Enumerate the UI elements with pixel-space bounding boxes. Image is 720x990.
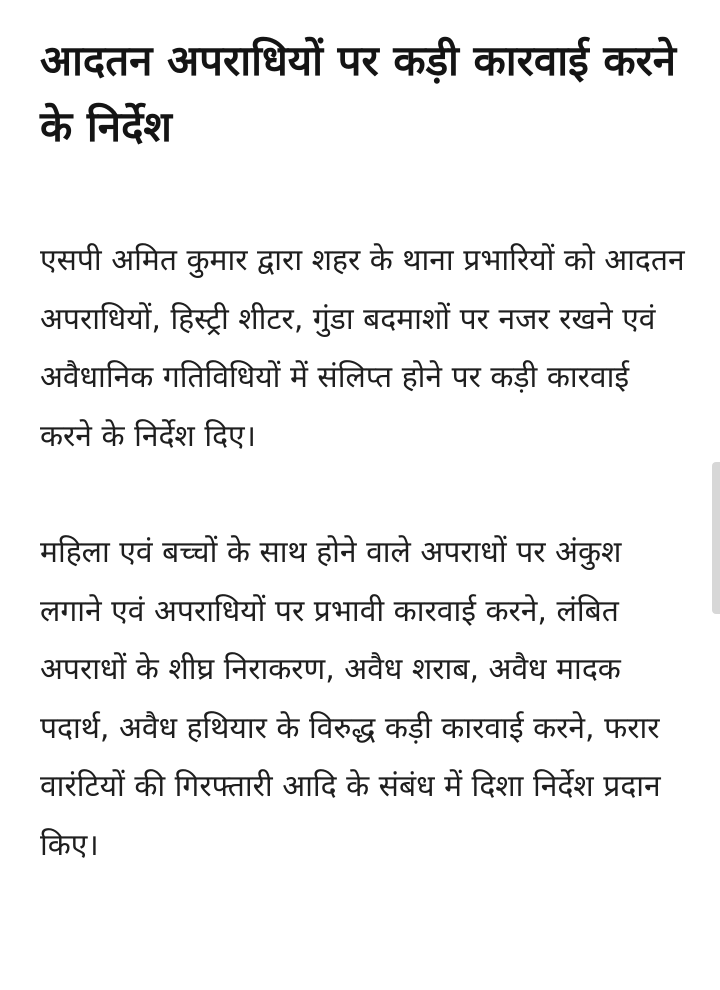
- article-paragraph: महिला एवं बच्चों के साथ होने वाले अपराधों पर अंकुश लगाने एवं अपराधियों पर प्रभावी कारवाई करने, लंबित अपराधों के शीघ्र निराकरण, अवैध शराब, अवैध मादक पदार्थ, अवैध हथियार के विरुद्ध कड़ी कारवाई करने, फरार वारंटियों की गिरफ्तारी आदि के संबंध में दिशा निर्देश प्रदान किए।: [40, 535, 661, 863]
- article-body: [40, 28, 690, 875]
- scrollbar-thumb[interactable]: [712, 462, 720, 614]
- article-paragraph: एसपी अमित कुमार द्वारा शहर के थाना प्रभारियों को आदतन अपराधियों, हिस्ट्री शीटर, गुंडा बदमाशों पर नजर रखने एवं अवैधानिक गतिविधियों में संलिप्त होने पर कड़ी कारवाई करने के निर्देश दिए।: [40, 243, 685, 454]
- article-headline: आदतन अपराधियों पर कड़ी कारवाई करने के निर्देश: [40, 36, 677, 151]
